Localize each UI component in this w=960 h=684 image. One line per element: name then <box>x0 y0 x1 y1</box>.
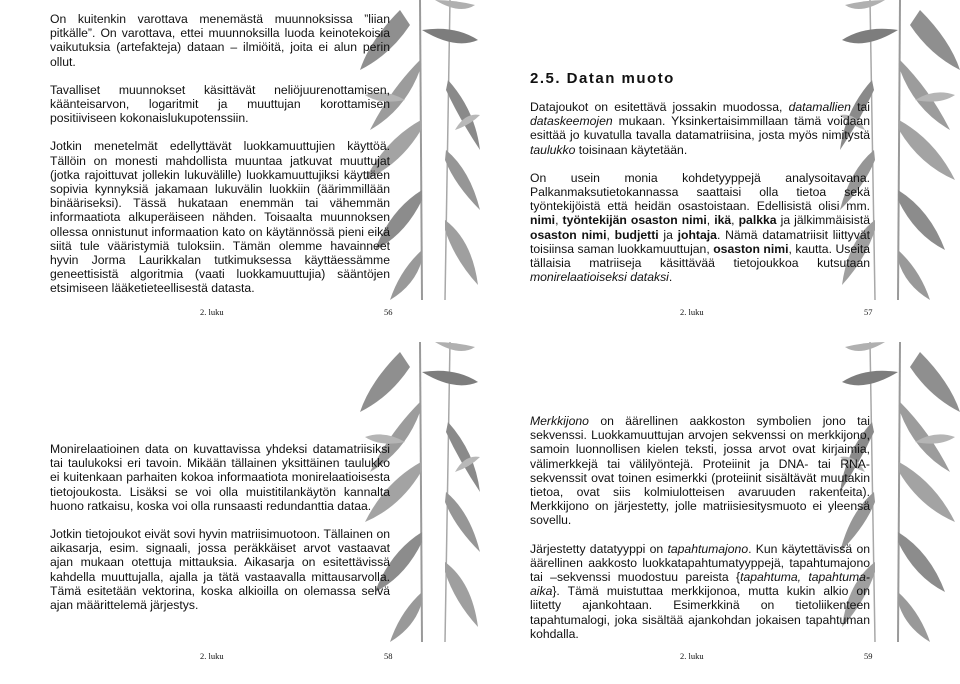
paragraph: Jotkin menetelmät edellyttävät luokkamuuttujien käyttöä. Tällöin on monesti mahdollista muuntaa jatkuvat muuttujat (jotka rajoittuvat jollekin lukuvälille) luokkamuuttujiksi käyttäen sopivia kynnyksiä jakamaan lukuvälin luokkiin (äärimmillään binääriseksi). Tässä hukataan enemmän tai vähemmän informaatiota alkuperäiseen nähden. Toisaalta muunnoksen ollessa onnistunut informaation kato on käytännössä pieni eikä siitä tule vääristymiä tuloksiin. Tämän olemme havainneet hyvin Jorma Laurikkalan tutkimuksessa käyttäessämme geneettisistä algoritmia (vaati luokkamuuttujia) sääntöjen etsimiseen lääketieteellisestä datasta. <box>50 139 390 296</box>
slide-body <box>530 100 870 298</box>
paragraph: Monirelaatioinen data on kuvattavissa yhdeksi datamatriisiksi tai taulukoksi eri tavoin. Mikään tällainen yksittäinen taulukko ei kuitenkaan parhaiten kokoa informaatiota monirelaatioisesta tietojoukosta. Lisäksi se voi olla muistitilankäytön kannalta huono ratkaisu, koska voi olla runsaasti redundanttia dataa. <box>50 442 390 513</box>
slide-page-59 <box>480 342 960 684</box>
page-number: 56 <box>384 307 393 317</box>
chapter-label: 2. luku <box>680 651 704 661</box>
chapter-label: 2. luku <box>200 307 224 317</box>
chapter-label: 2. luku <box>200 651 224 661</box>
slide-page-57 <box>480 0 960 342</box>
slide-body <box>530 414 870 655</box>
section-heading: 2.5. Datan muoto <box>530 70 675 87</box>
paragraph: On usein monia kohdetyyppejä analysoitavana. Palkanmaksutietokannassa saattaisi olla tietoa sekä työntekijöistä että heidän osastoistaan. Edellisistä olisi mm. nimi, työntekijän osaston nimi, ikä, palkka ja jälkimmäisistä osaston nimi, budjetti ja johtaja. Nämä datamatriisit liittyvät toisiinsa saman luokkamuuttujan, osaston nimi, kautta. Useita tällaisia matriiseja käsittävää tietojoukkoa kutsutaan monirelaatioiseksi dataksi. <box>530 170 871 285</box>
paragraph: Tavalliset muunnokset käsittävät neliöjuurenottamisen, käänteisarvon, logaritmit ja muuttujan korottamisen positiiviseen kokonaislukupotenssiin. <box>50 82 390 126</box>
page-number: 57 <box>864 307 873 317</box>
paragraph: Datajoukot on esitettävä jossakin muodossa, datamallien tai dataskeemojen mukaan. Yksinkertaisimmillaan tämä voidaan esittää jo kuvatulla tavalla datamatriisina, josta myös nimitystä taulukko toisinaan käytetään. <box>530 100 870 157</box>
page-number: 58 <box>384 651 393 661</box>
paragraph: Jotkin tietojoukot eivät sovi hyvin matriisimuotoon. Tällainen on aikasarja, esim. signaali, jossa peräkkäiset arvot vastaavat ajan mukaan otettuja mittauksia. Aikasarja on esitettävissä kahdella muuttujalla, ajalla ja tätä vastaavalla mittausarvolla. Tämä esitetään vektorina, koska alkioilla on olemassa selvä ajan määrittelemä järjestys. <box>50 527 390 613</box>
slide-body <box>50 12 390 310</box>
paragraph: Järjestetty datatyyppi on tapahtumajono. Kun käytettävissä on äärellinen aakkosto luokkatapahtumatyyppejä, tapahtumajono tai –sekvenssi muodostuu pareista {tapahtuma, tapahtuma-aika}. Tämä muistuttaa merkkijonoa, mutta kukin alkio on liitetty ajankohtaan. Esimerkkinä on tietoliikenteen tapahtumalogi, joka sisältää ajankohdan jokaisen tapahtuman kohdalla. <box>530 541 870 641</box>
paragraph: Merkkijono on äärellinen aakkoston symbolien jono tai sekvenssi. Luokkamuuttujan arvojen sekvenssi on merkkijono, samoin luonnollisen kielen teksti, jossa arvot ovat kirjaimia, välimerkkejä tai välilyöntejä. Proteiinit ja DNA- tai RNA-sekvenssit ovat toinen esimerkki (proteiinit sisältävät muutakin tietoa, ovat siis kolmiulotteisen avaruuden rakenteita). Merkkijono on järjestetty, jolle matriisiesitysmuoto ei yleensä sovellu. <box>530 414 870 528</box>
slide-body <box>50 442 390 626</box>
chapter-label: 2. luku <box>680 307 704 317</box>
slide-page-56 <box>0 0 480 342</box>
paragraph: On kuitenkin varottava menemästä muunnoksissa ”liian pitkälle”. On varottava, ettei muunnoksilla luoda keinotekoisia vaikutuksia (artefakteja) dataan – ilmiöitä, joita ei alun perin ollut. <box>50 12 390 69</box>
page-number: 59 <box>864 651 873 661</box>
slide-page-58 <box>0 342 480 684</box>
